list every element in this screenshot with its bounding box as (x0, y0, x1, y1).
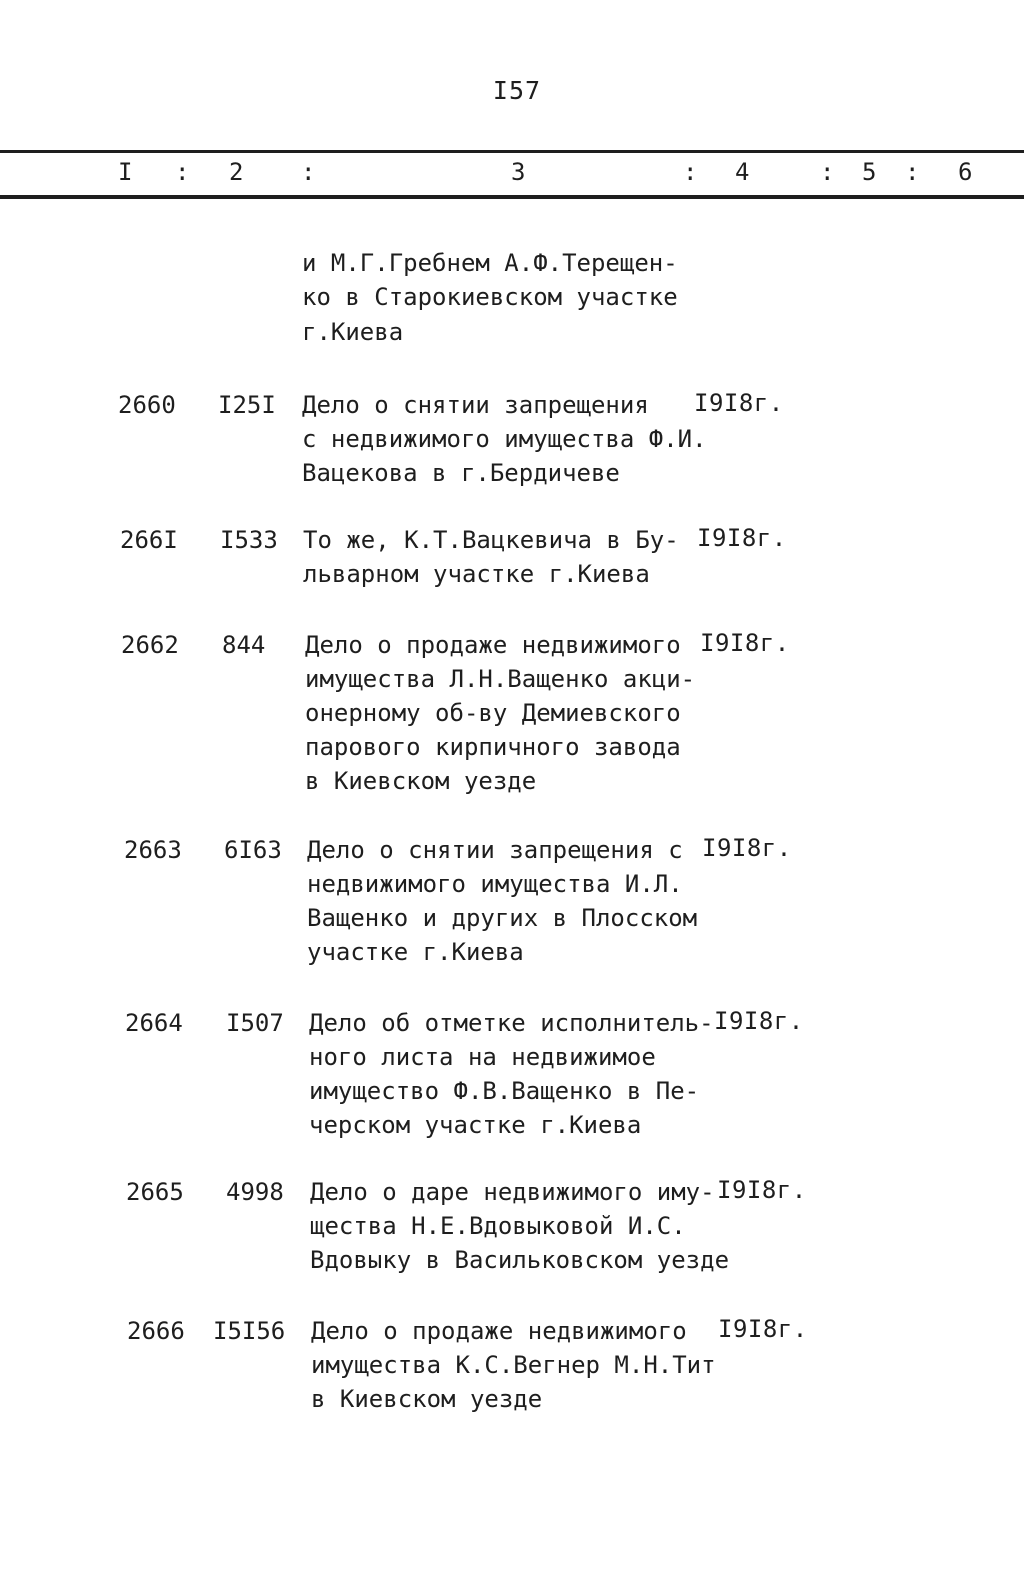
archive-number: 6I63 (224, 836, 282, 864)
description-line: Дело об отметке исполнитель- (309, 1009, 714, 1037)
description-line: Дело о продаже недвижимого (305, 631, 681, 659)
entry-date: I9I8г. (697, 524, 787, 552)
description-line: недвижимого имущества И.Л. (307, 870, 683, 898)
entry-number: 2666 (127, 1317, 185, 1345)
entry-number: 266I (120, 526, 178, 554)
entry-date: I9I8г. (717, 1176, 807, 1204)
column-header-3: 3 (511, 158, 526, 186)
entry-date: I9I8г. (714, 1007, 804, 1035)
header-rule-top (0, 150, 1024, 153)
description-line: ко в Старокиевском участке (302, 283, 678, 311)
description-line: Дело о снятии запрещения (302, 391, 649, 419)
description-line: в Киевском уезде (311, 1385, 543, 1413)
entry-date: I9I8г. (718, 1315, 808, 1343)
column-header-4: 4 (735, 158, 750, 186)
description-line: Вдовыку в Васильковском уезде (310, 1246, 730, 1274)
entry-number: 2664 (125, 1009, 183, 1037)
description-line: щества Н.Е.Вдовыковой И.С. (310, 1212, 686, 1240)
description-line: То же, К.Т.Вацкевича в Бу- (303, 526, 679, 554)
column-header-6: 6 (958, 158, 973, 186)
archive-number: 4998 (226, 1178, 284, 1206)
archive-number: I507 (226, 1009, 284, 1037)
column-separator: : (175, 158, 190, 186)
column-header-1: I (118, 158, 133, 186)
archive-number: I25I (218, 391, 276, 419)
entry-number: 2663 (124, 836, 182, 864)
archive-number: 844 (222, 631, 266, 659)
column-separator: : (820, 158, 835, 186)
description-line: Дело о даре недвижимого иму- (310, 1178, 715, 1206)
column-separator: : (905, 158, 920, 186)
column-separator: : (301, 158, 316, 186)
entry-number: 2662 (121, 631, 179, 659)
entry-date: I9I8г. (694, 389, 784, 417)
page-number: I57 (492, 76, 542, 105)
description-line: участке г.Киева (307, 938, 524, 966)
description-line: Вацекова в г.Бердичеве (302, 459, 620, 487)
description-line: и М.Г.Гребнем А.Ф.Терещен- (302, 249, 678, 277)
archive-number: I533 (220, 526, 278, 554)
description-line: Дело о снятии запрещения с (307, 836, 683, 864)
description-line: ного листа на недвижимое (309, 1043, 656, 1071)
description-line: черском участке г.Киева (309, 1111, 642, 1139)
entry-date: I9I8г. (700, 629, 790, 657)
description-line: льварном участке г.Киева (303, 560, 650, 588)
entry-date: I9I8г. (702, 834, 792, 862)
description-line: в Киевском уезде (305, 767, 537, 795)
archive-number: I5I56 (213, 1317, 286, 1345)
description-line: имущество Ф.В.Ващенко в Пе- (309, 1077, 700, 1105)
header-rule-bottom (0, 195, 1024, 199)
description-line: Дело о продаже недвижимого (311, 1317, 687, 1345)
entry-number: 2660 (118, 391, 176, 419)
description-line: онерному об-ву Демиевского (305, 699, 681, 727)
column-header-2: 2 (229, 158, 244, 186)
description-line: с недвижимого имущества Ф.И. (302, 425, 707, 453)
description-line: имущества К.С.Вегнер М.Н.Тит (311, 1351, 716, 1379)
description-line: имущества Л.Н.Ващенко акци- (305, 665, 696, 693)
description-line: Ващенко и других в Плосском (307, 904, 698, 932)
column-header-5: 5 (862, 158, 877, 186)
entry-number: 2665 (126, 1178, 184, 1206)
description-line: г.Киева (302, 318, 404, 346)
column-separator: : (683, 158, 698, 186)
description-line: парового кирпичного завода (305, 733, 681, 761)
